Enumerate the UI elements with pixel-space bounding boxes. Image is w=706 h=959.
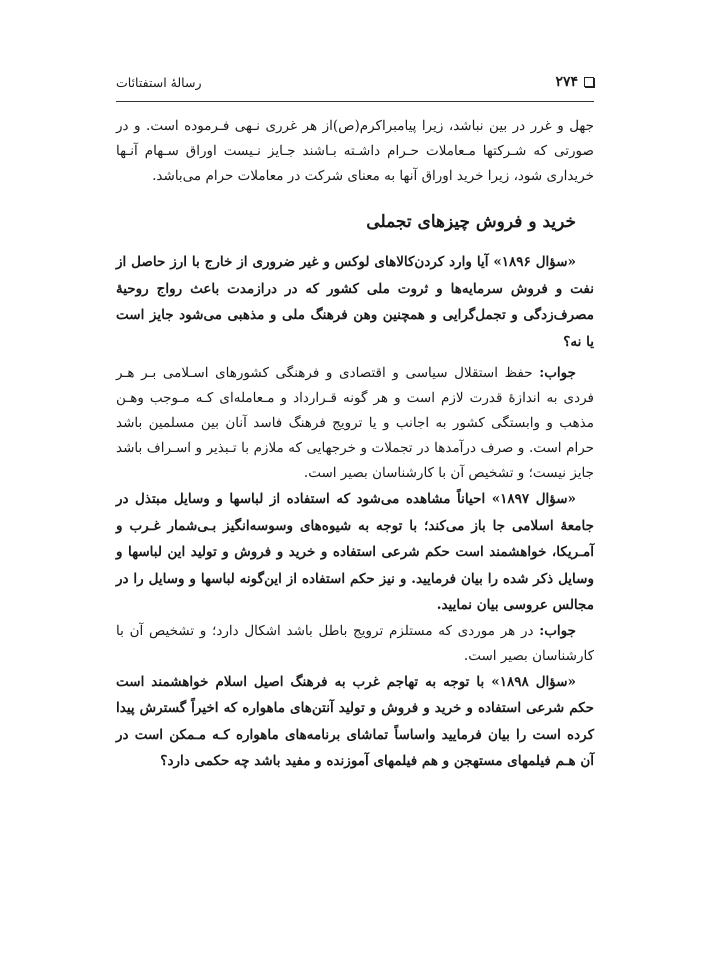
question-number: «سؤال ۱۸۹۸» xyxy=(491,673,576,690)
question-1898 xyxy=(116,669,594,775)
question-1897 xyxy=(116,486,594,619)
question-number: «سؤال ۱۸۹۶» xyxy=(493,254,576,270)
question-number: «سؤال ۱۸۹۷» xyxy=(491,491,576,507)
page-number-block xyxy=(555,74,594,90)
page-number: ۲۷۴ xyxy=(555,74,578,90)
question-text: با توجه به تهاجم غرب به فرهنگ اصیل اسلام خواهشمند است حکم شرعی استفاده و خرید و فروش و تولید آنتن‌های ماهواره که اخیراً گسترش پیدا کرده است را بیان فرمایید واساساً تماشای برنامه‌های ماهواره کـه مـمکن است در آن هـم فیلمهای مستهجن و هم فیلمهای آموزنده و مفید باشد چه حکمی دارد؟ xyxy=(116,673,594,769)
running-title: رسالهٔ استفتائات xyxy=(116,75,202,90)
answer-1896 xyxy=(116,361,594,486)
section-title: خرید و فروش چیزهای تجملی xyxy=(366,212,576,232)
answer-label: جواب: xyxy=(539,365,576,381)
question-text: احیاناً مشاهده می‌شود که استفاده از لباسها و وسایل مبتذل در جامعهٔ اسلامی جا باز می‌کند؛ با توجه به شیوه‌های وسوسه‌انگیز بـی‌شمار غـرب و آمـریکا، خواهشمند است حکم شرعی استفاده و خرید و فروش و تولید این لباسها و وسایل ذکر شده را بیان فرمایید. و نیز حکم استفاده از این‌گونه لباسها و وسایل را در مجالس عروسی بیان نمایید. xyxy=(116,491,594,613)
answer-text: در هر موردی که مستلزم ترویج باطل باشد اشکال دارد؛ و تشخیص آن با کارشناسان بصیر است. xyxy=(116,622,594,664)
question-1896 xyxy=(116,249,594,355)
answer-1897 xyxy=(116,619,594,669)
question-text: آیا وارد کردن‌کالاهای لوکس و غیر ضروری از خارج با ارز حاصل از نفت و فروش سرمایه‌ها و ثروت ملی کشور که در درازمدت باعث رواج روحیهٔ مصرف‌زدگی و تجمل‌گرایی و همچنین وهن فرهنگ ملی و مذهبی می‌شود جایز است یا نه؟ xyxy=(116,254,594,350)
square-bullet-icon xyxy=(584,77,594,87)
answer-label: جواب: xyxy=(539,622,576,639)
page-body xyxy=(116,114,594,775)
header-rule xyxy=(116,101,594,102)
page-header xyxy=(116,74,594,96)
intro-paragraph: جهل و غرر در بین نباشد، زیرا پیامبراکرم(ص)از هر غرری نـهی فـرموده است. و در صورتی که شـرکتها مـعاملات حـرام داشـته بـاشند جـایز نـیست اوراق سـهام آنـها خریداری شود، زیرا خرید اوراق آنها به معنای شرکت در معاملات حرام می‌باشد. xyxy=(116,118,594,184)
answer-text: حفظ استقلال سیاسی و اقتصادی و فرهنگی کشورهای اسـلامی بـر هـر فردی به اندازهٔ قدرت لازم است و هر گونه قـرارداد و مـعامله‌ای کـه مـوجب وهـن مذهب و وابستگی کشور به اجانب و یا ترویج فرهنگ فاسد آنان بین مسلمین باشد حرام است. و صرف درآمدها در تجملات و خرجهایی که ملازم با تـبذیر و اسـراف باشد جایز نیست؛ و تشخیص آن با کارشناسان بصیر است. xyxy=(116,365,594,481)
